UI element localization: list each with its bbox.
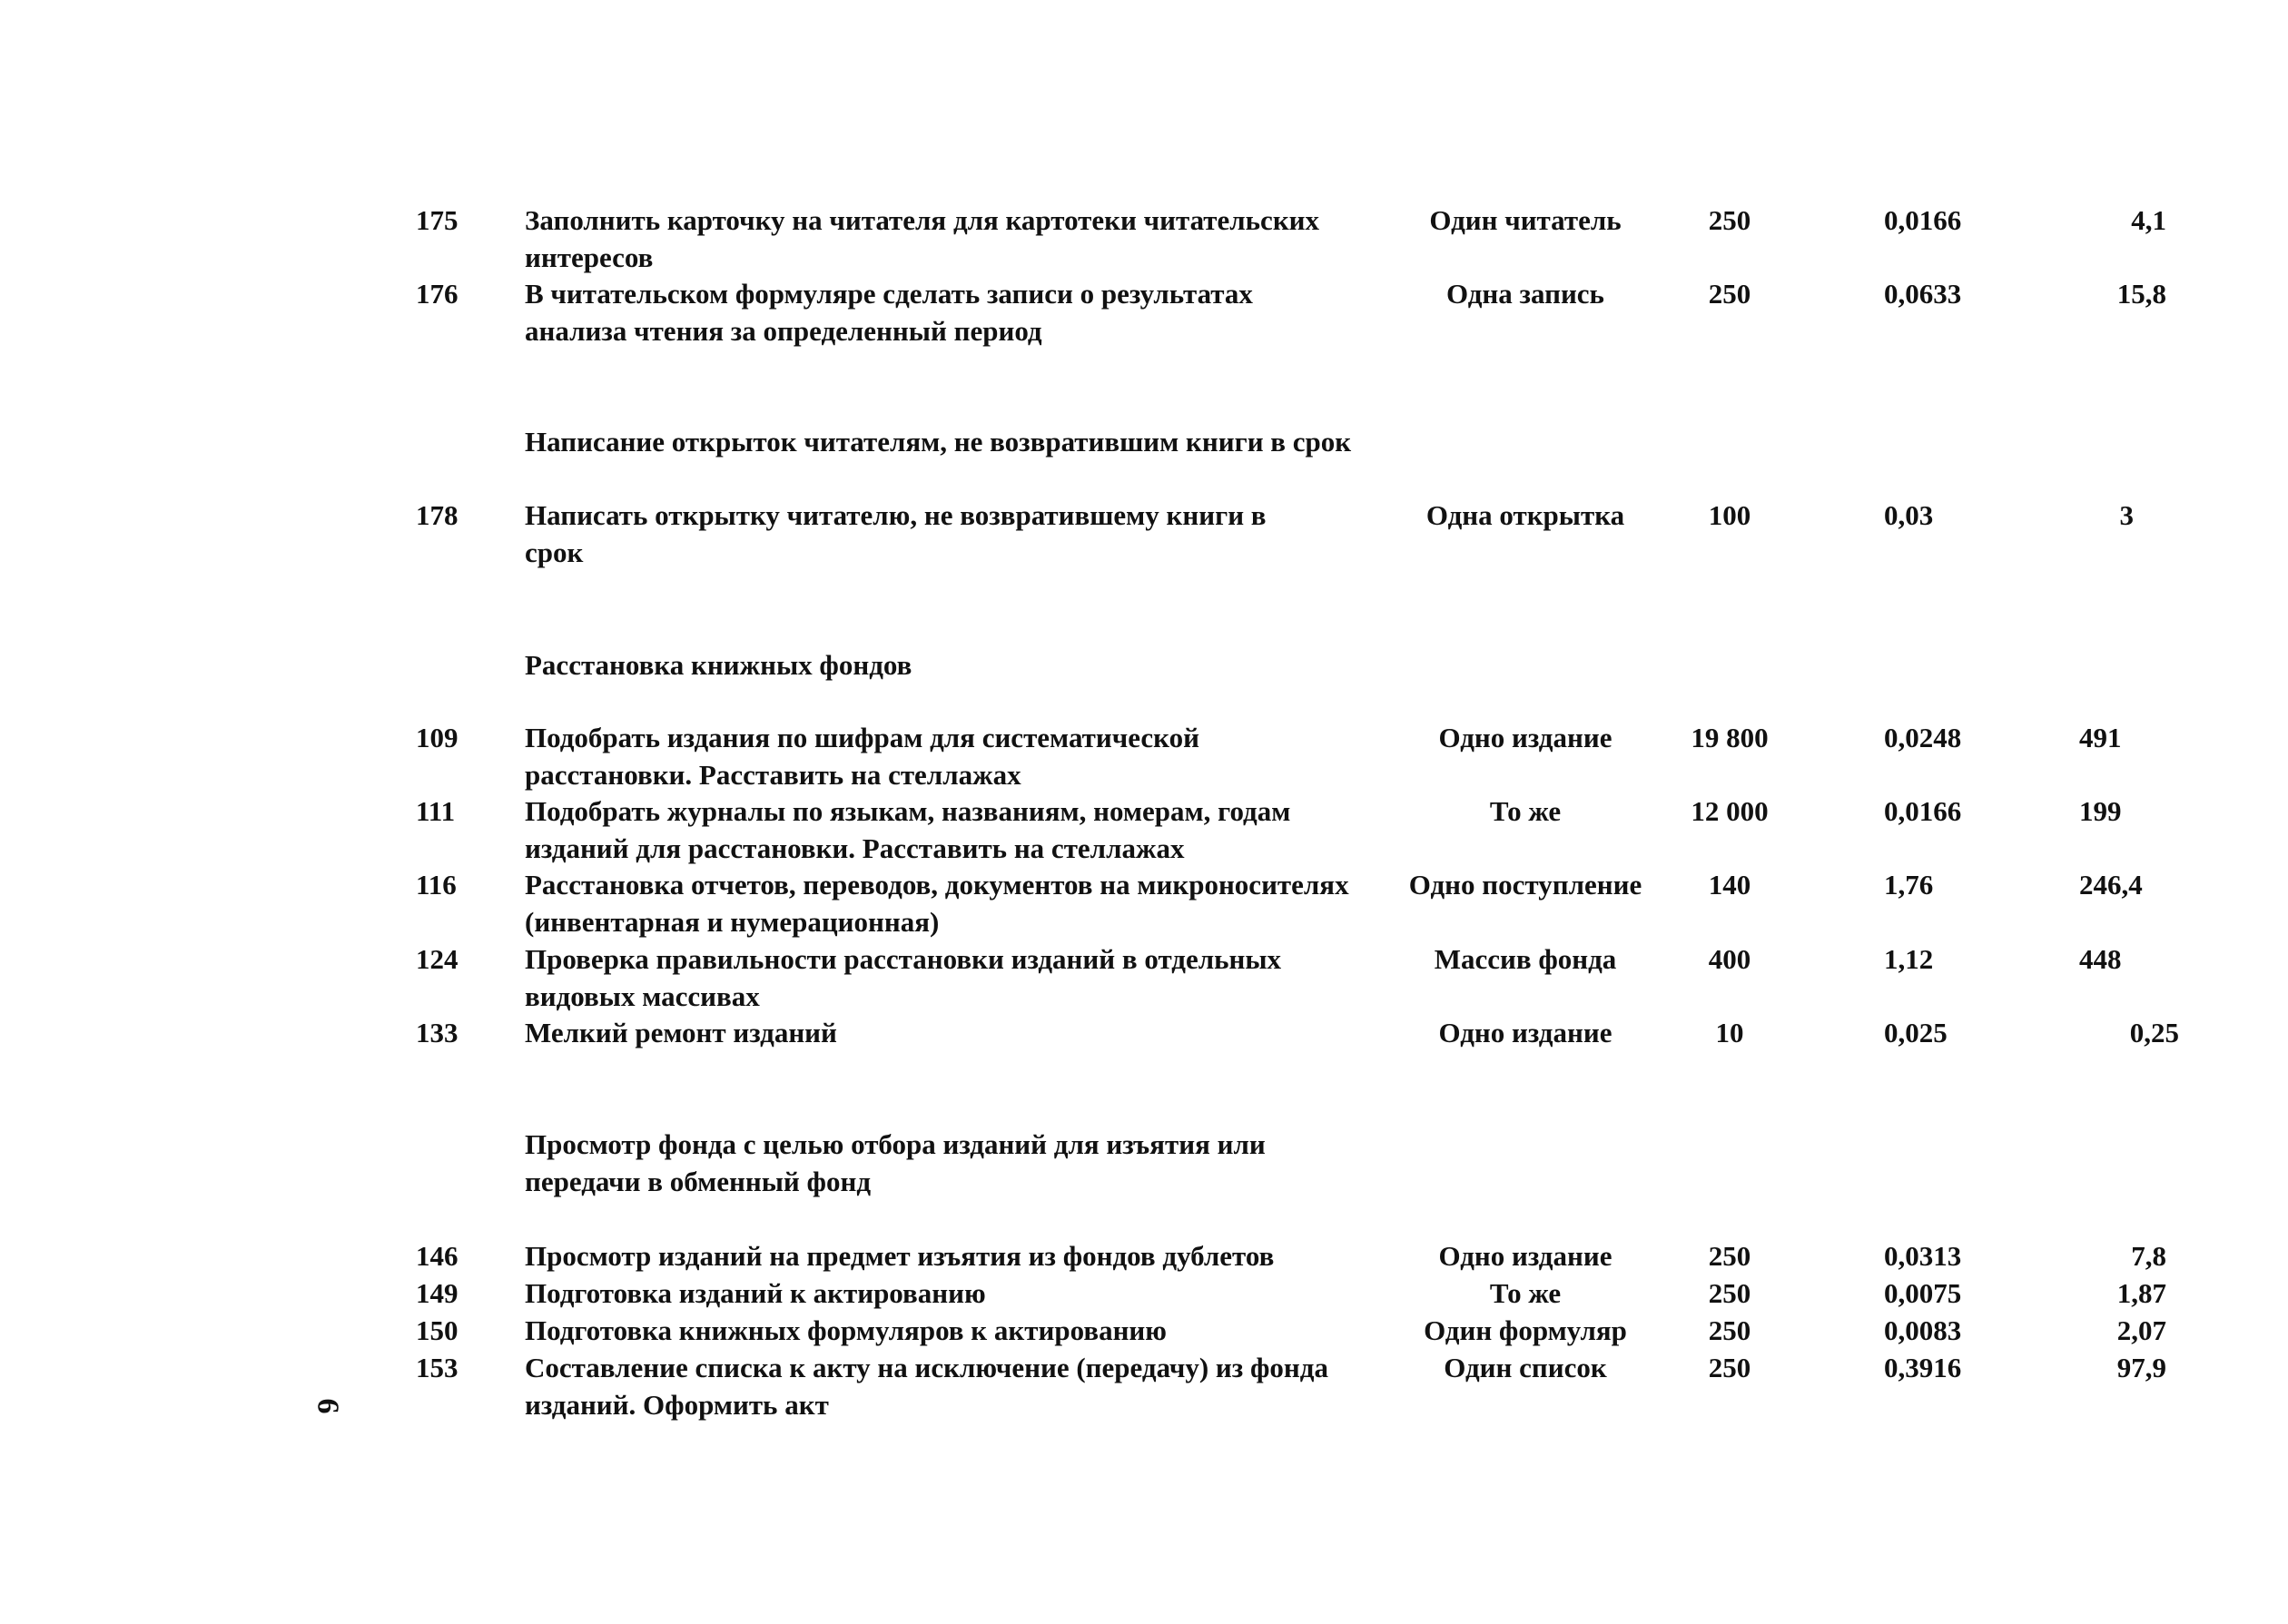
row-total: 7,8 (2131, 1240, 2166, 1272)
row-time: 0,0166 (1884, 204, 1962, 236)
row-total: 97,9 (2116, 1352, 2166, 1383)
row-unit: Одна запись (1446, 278, 1604, 310)
row-total: 246,4 (2079, 869, 2143, 901)
row-unit: Массив фонда (1434, 943, 1617, 975)
row-description: Написать открытку читателю, не возвратившему книги в срок (525, 499, 1267, 568)
row-norm: 12 000 (1691, 795, 1769, 827)
row-description: Подготовка книжных формуляров к актированию (525, 1314, 1167, 1346)
row-number: 146 (416, 1240, 459, 1272)
row-norm: 400 (1708, 943, 1751, 975)
row-time: 0,0633 (1884, 278, 1962, 310)
row-number: 150 (416, 1314, 459, 1346)
row-norm: 250 (1708, 1240, 1751, 1272)
row-norm: 19 800 (1691, 722, 1769, 753)
row-description: Расстановка отчетов, переводов, документов на микроносителях (инвентарная и нумерационная) (525, 869, 1349, 938)
row-norm: 250 (1708, 1277, 1751, 1309)
row-time: 0,0083 (1884, 1314, 1962, 1346)
row-total: 2,07 (2116, 1314, 2166, 1346)
row-number: 133 (416, 1017, 459, 1048)
row-description: Просмотр изданий на предмет изъятия из фондов дублетов (525, 1240, 1275, 1272)
row-number: 176 (416, 278, 459, 310)
section-heading: Написание открыток читателям, не возвратившим книги в срок (525, 426, 1352, 458)
row-norm: 250 (1708, 278, 1751, 310)
row-time: 0,3916 (1884, 1352, 1962, 1383)
row-time: 0,0248 (1884, 722, 1962, 753)
row-number: 109 (416, 722, 459, 753)
row-description: Проверка правильности расстановки изданий в отдельных видовых массивах (525, 943, 1282, 1012)
row-time: 0,0313 (1884, 1240, 1962, 1272)
row-total: 4,1 (2131, 204, 2166, 236)
section-heading: Просмотр фонда с целью отбора изданий для изъятия или передачи в обменный фонд (525, 1128, 1266, 1197)
row-norm: 250 (1708, 1352, 1751, 1383)
row-norm: 250 (1708, 1314, 1751, 1346)
row-unit: Одно издание (1438, 1240, 1612, 1272)
row-total: 199 (2079, 795, 2122, 827)
row-unit: Один формуляр (1424, 1314, 1627, 1346)
row-total: 0,25 (2129, 1017, 2179, 1048)
row-unit: Одно издание (1438, 1017, 1612, 1048)
row-unit: Один читатель (1429, 204, 1622, 236)
row-number: 149 (416, 1277, 459, 1309)
row-time: 1,12 (1884, 943, 1934, 975)
row-total: 3 (2119, 499, 2134, 531)
row-time: 0,03 (1884, 499, 1934, 531)
row-description: Подобрать издания по шифрам для систематической расстановки. Расставить на стеллажах (525, 722, 1199, 791)
row-description: Мелкий ремонт изданий (525, 1017, 837, 1048)
row-unit: То же (1489, 1277, 1562, 1309)
row-number: 153 (416, 1352, 459, 1383)
row-unit: Один список (1444, 1352, 1607, 1383)
row-time: 0,0075 (1884, 1277, 1962, 1309)
row-time: 1,76 (1884, 869, 1934, 901)
row-norm: 140 (1708, 869, 1751, 901)
row-norm: 250 (1708, 204, 1751, 236)
row-description: Заполнить карточку на читателя для картотеки читательских интересов (525, 204, 1320, 273)
row-total: 1,87 (2116, 1277, 2166, 1309)
page-number: 6 (311, 1398, 345, 1414)
row-time: 0,025 (1884, 1017, 1948, 1048)
section-heading: Расстановка книжных фондов (525, 649, 912, 681)
row-time: 0,0166 (1884, 795, 1962, 827)
row-number: 178 (416, 499, 459, 531)
row-description: Подготовка изданий к актированию (525, 1277, 986, 1309)
row-unit: Одно поступление (1408, 869, 1642, 901)
row-norm: 10 (1715, 1017, 1744, 1048)
row-norm: 100 (1708, 499, 1751, 531)
row-number: 111 (416, 795, 456, 827)
row-total: 448 (2079, 943, 2122, 975)
row-total: 15,8 (2116, 278, 2166, 310)
row-number: 175 (416, 204, 459, 236)
row-unit: Одно издание (1438, 722, 1612, 753)
row-description: Подобрать журналы по языкам, названиям, номерам, годам изданий для расстановки. Расставить на стеллажах (525, 795, 1291, 864)
row-unit: Одна открытка (1425, 499, 1625, 531)
row-total: 491 (2079, 722, 2122, 753)
row-unit: То же (1489, 795, 1562, 827)
row-description: В читательском формуляре сделать записи о результатах анализа чтения за определенный период (525, 278, 1253, 347)
row-number: 116 (416, 869, 457, 901)
row-number: 124 (416, 943, 459, 975)
row-description: Составление списка к акту на исключение (передачу) из фонда изданий. Оформить акт (525, 1352, 1328, 1421)
